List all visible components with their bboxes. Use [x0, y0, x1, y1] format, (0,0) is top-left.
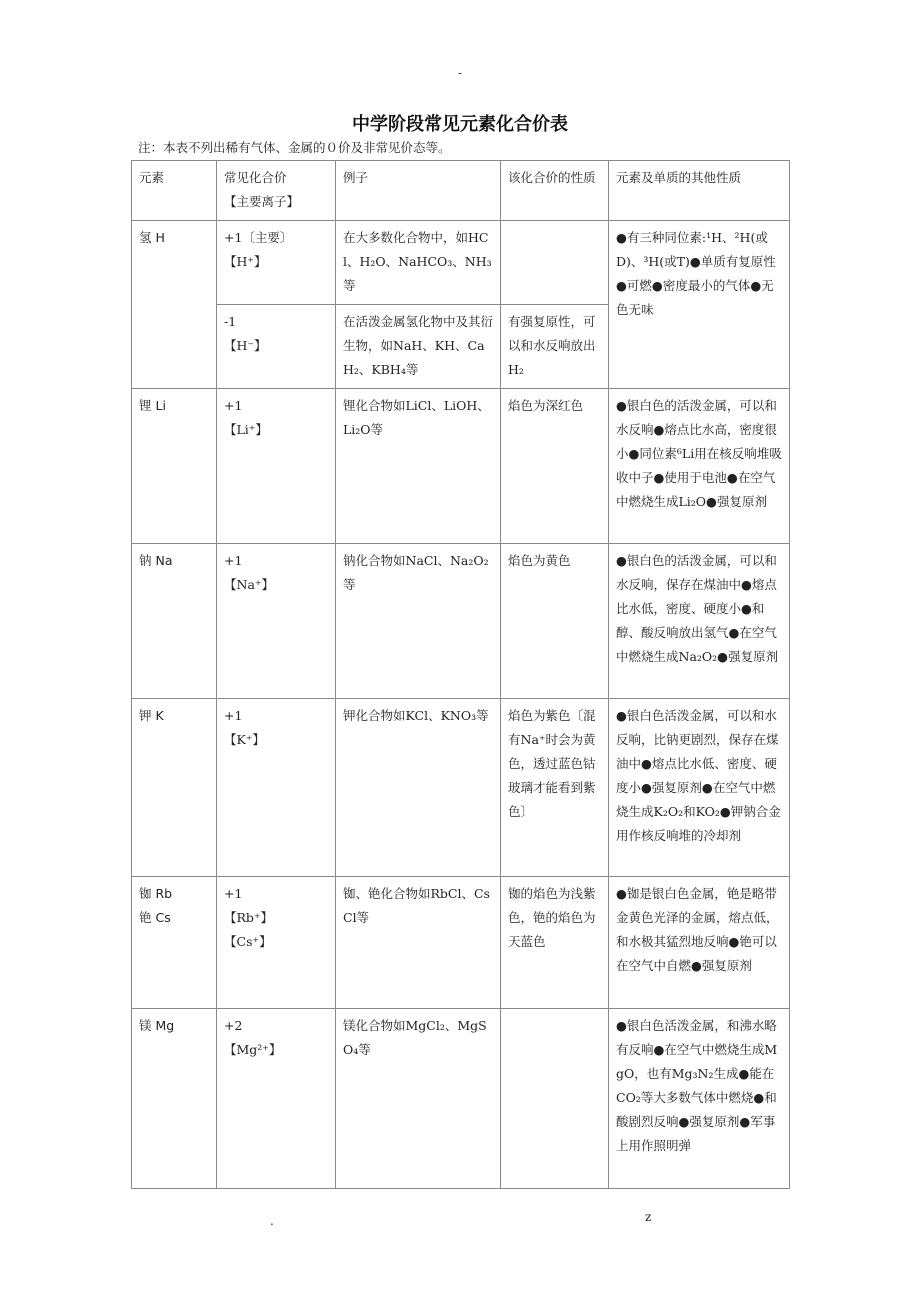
other-properties-cell: ●铷是银白色金属，铯是略带金黄色光泽的金属，熔点低，和水极其猛烈地反响●铯可以在空气中自燃●强复原剂 [609, 877, 790, 1009]
example-cell: 在活泼金属氢化物中及其衍生物，如NaH、KH、CaH₂、KBH₄等 [336, 305, 501, 389]
table-row [132, 544, 790, 699]
other-properties-cell: ●银白色的活泼金属，可以和水反响●熔点比水高，密度很小●同位素⁶Li用在核反响堆吸收中子●使用于电池●在空气中燃烧生成Li₂O●强复原剂 [609, 389, 790, 544]
other-properties-cell: ●银白色活泼金属，可以和水反响，比钠更剧烈，保存在煤油中●熔点比水低、密度、硬度小●强复原剂●在空气中燃烧生成K₂O₂和KO₂●钾钠合金用作核反响堆的冷却剂 [609, 699, 790, 877]
header-valence-label: 常见化合价 [224, 170, 287, 185]
ion-value: 【Cs⁺】 [224, 934, 272, 949]
valence-value: +1 [224, 708, 243, 723]
example-cell: 钠化合物如NaCl、Na₂O₂等 [336, 544, 501, 699]
ion-value: 【K⁺】 [224, 732, 265, 747]
property-cell: 焰色为黄色 [501, 544, 609, 699]
valence-value: +2 [224, 1018, 243, 1033]
element-cesium: 铯 Cs [139, 910, 171, 925]
property-cell [501, 221, 609, 305]
valence-cell [217, 699, 336, 877]
valence-cell [217, 389, 336, 544]
element-lithium: 锂 Li [132, 389, 217, 544]
header-property: 该化合价的性质 [501, 161, 609, 221]
element-potassium: 钾 K [132, 699, 217, 877]
valence-cell [217, 877, 336, 1009]
footer-left-mark: . [270, 1214, 274, 1228]
property-cell: 铷的焰色为浅紫色，铯的焰色为天蓝色 [501, 877, 609, 1009]
valence-cell [217, 221, 336, 305]
valence-table [131, 160, 790, 1189]
header-element: 元素 [132, 161, 217, 221]
valence-value: -1 [224, 314, 237, 329]
header-other: 元素及单质的其他性质 [609, 161, 790, 221]
page-title: 中学阶段常见元素化合价表 [352, 114, 568, 135]
example-cell: 铷、铯化合物如RbCl、CsCl等 [336, 877, 501, 1009]
header-valence [217, 161, 336, 221]
page-mark: - [457, 66, 463, 80]
property-cell: 焰色为紫色〔混有Na⁺时会为黄色，透过蓝色钴玻璃才能看到紫色〕 [501, 699, 609, 877]
example-cell: 镁化合物如MgCl₂、MgSO₄等 [336, 1009, 501, 1189]
element-magnesium: 镁 Mg [132, 1009, 217, 1189]
element-rubidium-cesium [132, 877, 217, 1009]
table-row [132, 699, 790, 877]
footer-right-mark: z [645, 1210, 652, 1224]
element-rubidium: 铷 Rb [139, 886, 173, 901]
valence-cell [217, 305, 336, 389]
valence-cell [217, 1009, 336, 1189]
property-cell: 焰色为深红色 [501, 389, 609, 544]
ion-value: 【Rb⁺】 [224, 910, 274, 925]
table-row [132, 1009, 790, 1189]
other-properties-cell: ●银白色的活泼金属，可以和水反响，保存在煤油中●熔点比水低，密度、硬度小●和醇、酸反响放出氢气●在空气中燃烧生成Na₂O₂●强复原剂 [609, 544, 790, 699]
ion-value: 【H⁺】 [224, 254, 267, 269]
table-row [132, 389, 790, 544]
other-properties-cell: ●银白色活泼金属，和沸水略有反响●在空气中燃烧生成MgO，也有Mg₃N₂生成●能在CO₂等大多数气体中燃烧●和酸剧烈反响●强复原剂●军事上用作照明弹 [609, 1009, 790, 1189]
example-cell: 锂化合物如LiCl、LiOH、Li₂O等 [336, 389, 501, 544]
header-ion-label: 【主要离子】 [224, 194, 300, 209]
table-header-row [132, 161, 790, 221]
ion-value: 【Li⁺】 [224, 422, 268, 437]
ion-value: 【Na⁺】 [224, 577, 274, 592]
table-row [132, 221, 790, 305]
valence-value: +1〔主要〕 [224, 230, 293, 245]
element-sodium: 钠 Na [132, 544, 217, 699]
example-cell: 钾化合物如KCl、KNO₃等 [336, 699, 501, 877]
table-row [132, 877, 790, 1009]
header-example: 例子 [336, 161, 501, 221]
property-cell [501, 1009, 609, 1189]
valence-value: +1 [224, 886, 243, 901]
ion-value: 【H⁻】 [224, 338, 267, 353]
ion-value: 【Mg²⁺】 [224, 1042, 282, 1057]
valence-value: +1 [224, 553, 243, 568]
valence-cell [217, 544, 336, 699]
example-cell: 在大多数化合物中，如HCl、H₂O、NaHCO₃、NH₃等 [336, 221, 501, 305]
valence-value: +1 [224, 398, 243, 413]
table-note: 注：本表不列出稀有气体、金属的０价及非常见价态等。 [138, 140, 451, 155]
property-cell: 有强复原性，可以和水反响放出H₂ [501, 305, 609, 389]
element-hydrogen: 氢 H [132, 221, 217, 389]
other-properties-cell: ●有三种同位素:¹H、²H(或D)、³H(或T)●单质有复原性●可燃●密度最小的气体●无色无味 [609, 221, 790, 389]
